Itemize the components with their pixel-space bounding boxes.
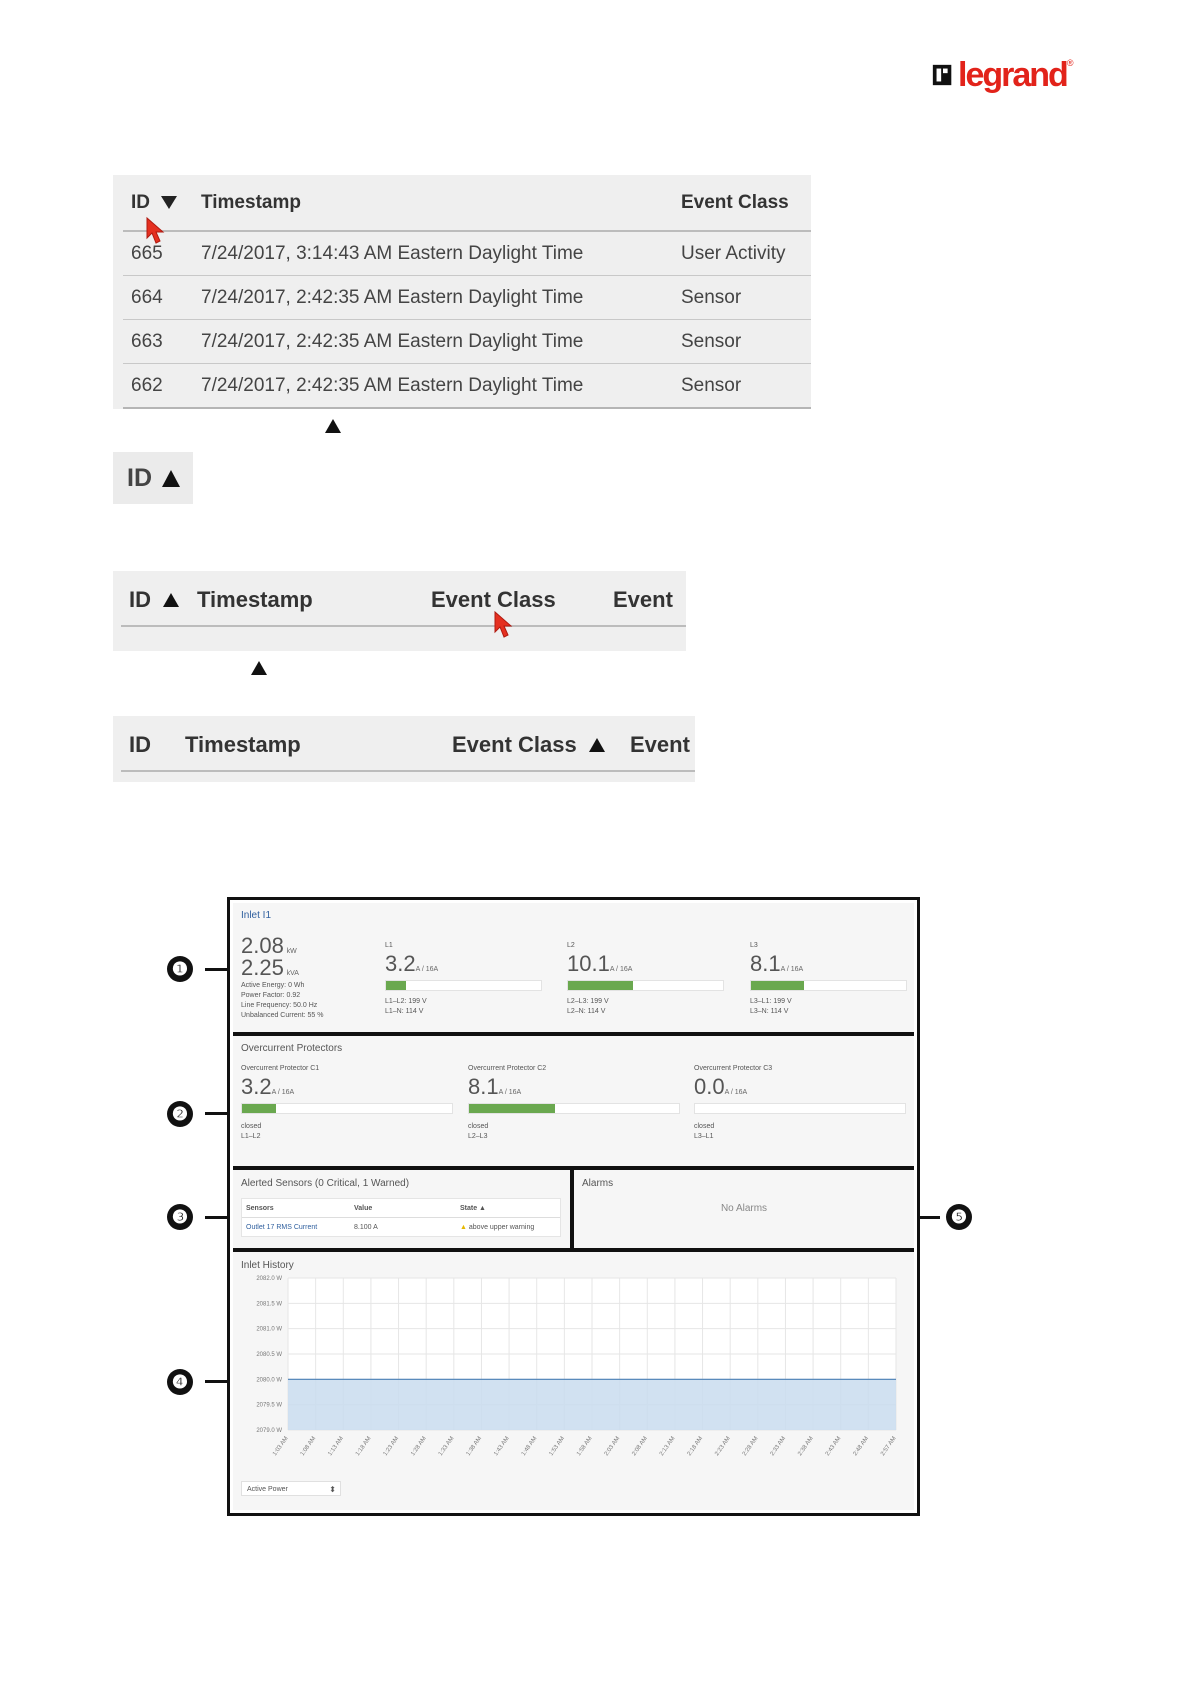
x-tick-label: 1:18 AM <box>355 1435 373 1458</box>
y-tick-label: 2079.0 W <box>256 1428 282 1434</box>
ocp-title: Overcurrent Protectors <box>241 1043 343 1054</box>
ocp-unit: A / 16A <box>271 1089 295 1096</box>
table-row[interactable] <box>123 364 811 409</box>
inlet-panel <box>233 903 914 1036</box>
cell-timestamp: 7/24/2017, 3:14:43 AM Eastern Daylight Time <box>201 242 584 264</box>
alerted-sensor-name[interactable]: Outlet 17 RMS Current <box>246 1223 318 1231</box>
column-header-event-class[interactable]: Event Class <box>431 587 556 612</box>
line-l3 <box>750 941 905 1017</box>
x-tick-label: 2:23 AM <box>714 1435 732 1458</box>
x-tick-label: 1:43 AM <box>493 1435 511 1458</box>
ocp-item <box>241 1064 451 1142</box>
line-l2 <box>567 941 722 1017</box>
callout-line <box>205 1380 227 1383</box>
cell-id: 664 <box>131 286 163 308</box>
line-voltage: L1–N: 114 V <box>385 1008 424 1015</box>
sort-ascending-icon <box>163 593 179 607</box>
inlet-history-chart <box>233 1270 914 1465</box>
x-tick-label: 1:38 AM <box>465 1435 484 1458</box>
select-arrows-icon: ⬍ <box>329 1485 336 1494</box>
table-row[interactable] <box>123 232 811 276</box>
line-unit: A / 16A <box>609 966 633 973</box>
bar-fill <box>568 981 633 990</box>
history-metric-select-value: Active Power <box>247 1486 288 1493</box>
cell-event-class: Sensor <box>681 330 742 352</box>
ocp-name[interactable]: Overcurrent Protector C2 <box>468 1065 547 1072</box>
table-row[interactable] <box>123 276 811 320</box>
x-tick-label: 1:03 AM <box>272 1435 290 1458</box>
callout-5: ❺ <box>946 1204 972 1230</box>
cell-timestamp: 7/24/2017, 2:42:35 AM Eastern Daylight Time <box>201 374 584 396</box>
active-power-value: 2.08 <box>241 933 284 958</box>
ocp-current: 0.0 <box>694 1074 725 1099</box>
line-current-bar <box>567 980 724 991</box>
ocp-state: closed <box>241 1123 262 1130</box>
legrand-logo <box>932 55 1073 95</box>
column-header-timestamp[interactable]: Timestamp <box>197 587 313 612</box>
column-header-id-label: ID <box>129 587 151 612</box>
line-current: 8.1 <box>750 951 781 976</box>
ocp-unit: A / 16A <box>724 1089 748 1096</box>
inlet-title[interactable]: Inlet I1 <box>241 910 272 921</box>
line-current-bar <box>385 980 542 991</box>
line-voltage: L2–N: 114 V <box>567 1008 606 1015</box>
line-voltage: L2–L3: 199 V <box>567 998 609 1005</box>
column-header-event-class[interactable] <box>452 732 605 758</box>
mouse-pointer-icon <box>145 216 167 246</box>
series-area <box>288 1379 896 1430</box>
y-tick-label: 2080.5 W <box>256 1352 282 1358</box>
line-name: L3 <box>750 942 758 949</box>
no-alarms-text: No Alarms <box>720 1203 768 1214</box>
callout-line <box>918 1216 940 1219</box>
line-l1 <box>385 941 540 1017</box>
column-header-timestamp[interactable]: Timestamp <box>201 191 301 213</box>
registered-mark: ® <box>1066 58 1074 68</box>
ocp-lines: L2–L3 <box>468 1133 488 1140</box>
overcurrent-protectors-panel <box>233 1036 914 1170</box>
cell-event-class: Sensor <box>681 374 742 396</box>
x-tick-label: 2:28 AM <box>741 1435 760 1458</box>
inlet-history-panel <box>233 1252 914 1510</box>
line-current: 3.2 <box>385 951 416 976</box>
column-header-id[interactable] <box>129 587 179 613</box>
line-name: L1 <box>385 942 393 949</box>
sort-ascending-icon <box>162 470 180 487</box>
cell-timestamp: 7/24/2017, 2:42:35 AM Eastern Daylight Time <box>201 286 584 308</box>
arrow-up-icon <box>251 661 267 675</box>
x-tick-label: 2:48 AM <box>852 1435 871 1458</box>
bar-fill <box>751 981 804 990</box>
x-tick-label: 1:53 AM <box>548 1435 567 1458</box>
column-header-id-label: ID <box>131 191 150 213</box>
cell-id: 665 <box>131 242 163 264</box>
mouse-pointer-icon <box>493 610 515 640</box>
alarms-title: Alarms <box>582 1178 614 1189</box>
line-voltage: L1–L2: 199 V <box>385 998 427 1005</box>
x-tick-label: 2:18 AM <box>686 1435 705 1458</box>
legrand-mark-icon <box>932 63 954 87</box>
x-tick-label: 2:33 AM <box>769 1435 788 1458</box>
ocp-current: 8.1 <box>468 1074 499 1099</box>
alerted-sensors-title: Alerted Sensors (0 Critical, 1 Warned) <box>241 1178 410 1189</box>
line-unit: A / 16A <box>780 966 804 973</box>
column-header-event-class-label: Event Class <box>452 732 577 757</box>
event-log-header-strip <box>113 571 686 651</box>
warning-icon: ▲ <box>460 1223 467 1231</box>
y-tick-label: 2081.5 W <box>256 1301 282 1308</box>
x-tick-label: 2:57 AM <box>880 1435 898 1458</box>
ocp-state: closed <box>694 1123 715 1130</box>
ocp-state: closed <box>468 1123 489 1130</box>
callout-2: ❷ <box>167 1101 193 1127</box>
alerted-header-row <box>242 1199 560 1218</box>
ocp-unit: A / 16A <box>498 1089 522 1096</box>
ocp-current-bar <box>468 1103 680 1114</box>
header-divider <box>121 625 686 627</box>
table-row[interactable] <box>242 1218 560 1236</box>
ocp-current-bar <box>241 1103 453 1114</box>
column-header-event[interactable]: Event <box>613 587 673 612</box>
cell-timestamp: 7/24/2017, 2:42:35 AM Eastern Daylight Time <box>201 330 584 352</box>
active-power-unit: kW <box>286 948 297 955</box>
x-tick-label: 1:08 AM <box>299 1435 318 1458</box>
x-tick-label: 2:08 AM <box>631 1435 649 1458</box>
inlet-stat: Line Frequency: 50.0 Hz <box>241 1002 318 1009</box>
alerted-sensor-state <box>460 1224 560 1231</box>
x-tick-label: 1:33 AM <box>437 1435 456 1458</box>
x-tick-label: 1:23 AM <box>382 1435 401 1458</box>
cell-id: 663 <box>131 330 163 352</box>
column-header-event-class[interactable]: Event Class <box>681 191 789 213</box>
callout-line <box>205 1216 227 1219</box>
logo-text: legrand <box>958 55 1067 94</box>
sort-ascending-icon <box>589 738 605 752</box>
callout-4: ❹ <box>167 1369 193 1395</box>
ocp-lines: L1–L2 <box>241 1133 261 1140</box>
ocp-name[interactable]: Overcurrent Protector C3 <box>694 1065 773 1072</box>
column-header-event[interactable]: Event <box>630 732 690 757</box>
table-header-row <box>123 175 811 232</box>
cell-event-class: Sensor <box>681 286 742 308</box>
history-metric-select[interactable] <box>241 1481 341 1496</box>
line-voltage: L3–L1: 199 V <box>750 998 792 1005</box>
ocp-item <box>694 1064 904 1142</box>
line-name: L2 <box>567 942 575 949</box>
x-tick-label: 1:13 AM <box>327 1435 345 1458</box>
callout-line <box>205 968 227 971</box>
inlet-history-title: Inlet History <box>241 1260 294 1271</box>
inlet-stat: Power Factor: 0.92 <box>241 992 301 999</box>
ocp-item <box>468 1064 678 1142</box>
line-voltage: L3–N: 114 V <box>750 1008 789 1015</box>
callout-1: ❶ <box>167 956 193 982</box>
alerted-sensors-table <box>241 1198 561 1237</box>
callout-line <box>205 1112 227 1115</box>
inlet-power-summary <box>241 933 324 1021</box>
x-tick-label: 2:38 AM <box>797 1435 815 1458</box>
x-tick-label: 2:13 AM <box>659 1435 677 1458</box>
dashboard-screenshot <box>227 897 920 1516</box>
column-header-id[interactable]: ID <box>129 732 151 757</box>
y-tick-label: 2079.5 W <box>256 1402 282 1409</box>
apparent-power-value: 2.25 <box>241 955 284 980</box>
x-tick-label: 1:28 AM <box>410 1435 428 1458</box>
inlet-stat: Unbalanced Current: 55 % <box>241 1012 324 1019</box>
apparent-power-unit: kVA <box>286 970 299 977</box>
alerted-col-sensors[interactable]: Sensors <box>246 1204 274 1212</box>
y-tick-label: 2082.0 W <box>256 1276 282 1282</box>
line-current-bar <box>750 980 907 991</box>
x-tick-label: 2:43 AM <box>824 1435 843 1458</box>
cell-id: 662 <box>131 374 163 396</box>
arrow-up-icon <box>325 419 341 433</box>
ocp-current-bar <box>694 1103 906 1114</box>
line-current: 10.1 <box>567 951 610 976</box>
cell-event-class: User Activity <box>681 242 786 264</box>
x-tick-label: 2:03 AM <box>603 1435 622 1458</box>
inlet-stat: Active Energy: 0 Wh <box>241 982 305 989</box>
sort-descending-icon <box>161 196 177 209</box>
column-header-timestamp[interactable]: Timestamp <box>185 732 301 757</box>
id-label: ID <box>127 463 152 492</box>
ocp-lines: L3–L1 <box>694 1133 714 1140</box>
bar-fill <box>386 981 406 990</box>
event-log-table <box>113 175 811 409</box>
alerted-col-state[interactable]: State ▲ <box>460 1204 486 1212</box>
x-tick-label: 1:48 AM <box>520 1435 539 1458</box>
ocp-current: 3.2 <box>241 1074 272 1099</box>
header-divider <box>121 770 695 772</box>
bar-fill <box>242 1104 276 1113</box>
id-sort-ascending-header[interactable] <box>113 452 193 504</box>
alerted-sensor-value: 8.100 A <box>354 1223 378 1231</box>
y-tick-label: 2080.0 W <box>256 1377 282 1384</box>
alerted-sensor-state-text: above upper warning <box>468 1223 535 1231</box>
bar-fill <box>469 1104 555 1113</box>
x-tick-label: 1:58 AM <box>576 1435 594 1458</box>
event-log-header-strip-sorted <box>113 716 695 782</box>
y-tick-label: 2081.0 W <box>256 1326 282 1333</box>
callout-3: ❸ <box>167 1204 193 1230</box>
alarms-panel <box>574 1170 914 1248</box>
alerts-row <box>233 1170 914 1252</box>
alerted-sensors-panel <box>233 1170 574 1248</box>
table-row[interactable] <box>123 320 811 364</box>
column-header-id[interactable] <box>123 192 201 214</box>
alerted-col-value[interactable]: Value <box>354 1204 373 1212</box>
ocp-name[interactable]: Overcurrent Protector C1 <box>241 1065 320 1072</box>
line-unit: A / 16A <box>415 966 439 973</box>
